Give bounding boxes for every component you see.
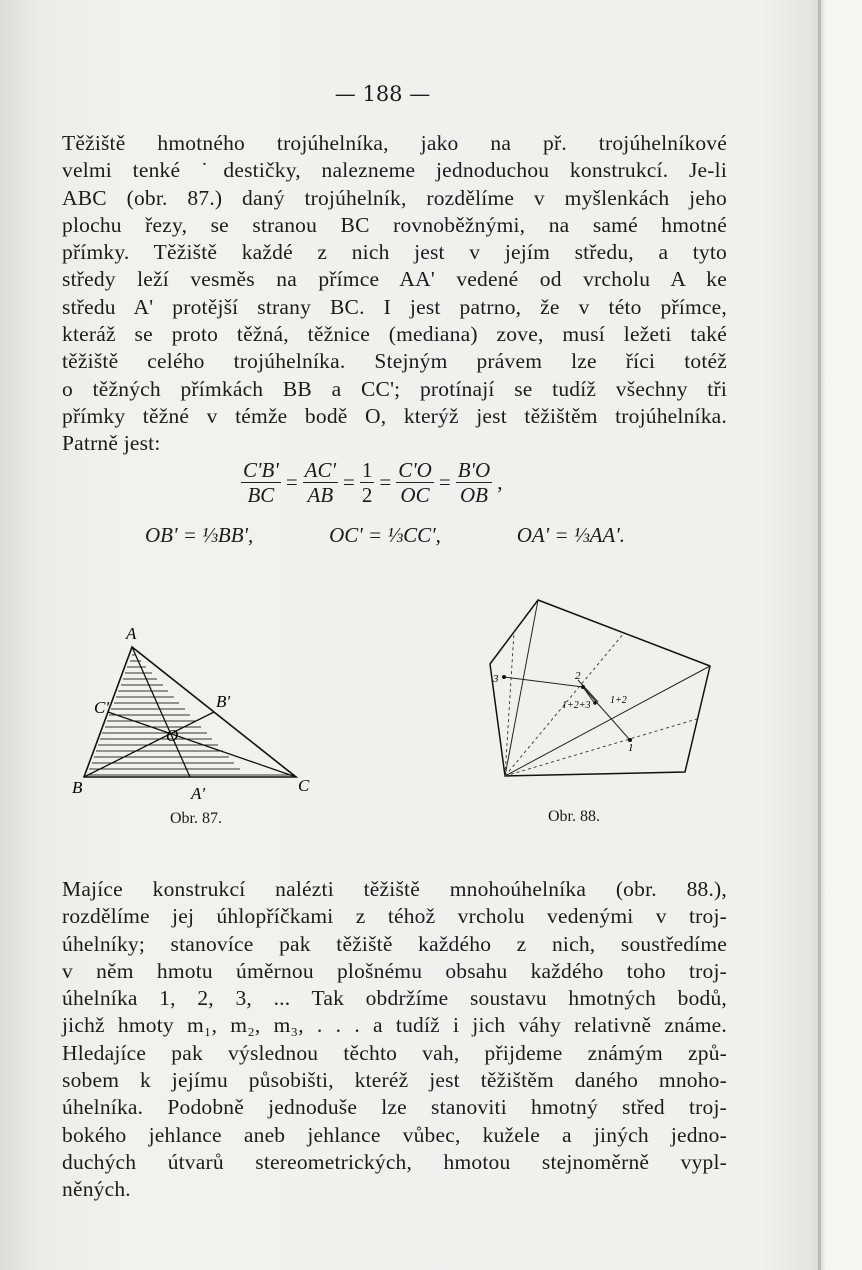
denominator: OC	[400, 483, 430, 507]
formula-ob: OB' = ⅓BB',	[145, 523, 254, 547]
label-2: 2	[575, 670, 581, 682]
text-line: úhelníky; stanovíce pak těžiště každého z nich, soustředíme	[62, 931, 727, 956]
text-line: těžiště celého trojúhelníka. Stejným právem lze říci totéž	[62, 349, 727, 374]
label-c: C	[298, 776, 310, 795]
equals-sign: =	[285, 470, 298, 494]
label-3: 3	[493, 673, 499, 685]
label-c-prime: C'	[94, 698, 109, 717]
text-line: Hledajíce pak výslednou těchto vah, přijdeme známým způ-	[62, 1040, 727, 1065]
text-line: ABC (obr. 87.) daný trojúhelník, rozdělíme v myšlenkách jeho	[62, 185, 727, 210]
label-a: A	[126, 624, 137, 643]
text-line: středu A' protější strany BC. I jest patrno, že v této přímce,	[62, 294, 727, 319]
text-line: přímky. Těžiště každé z nich jest v jejím středu, a tyto	[62, 240, 727, 265]
numerator: 1	[361, 458, 373, 482]
page-edge	[818, 0, 821, 1270]
centroid-3	[502, 675, 506, 679]
medians	[505, 632, 697, 776]
text-line: velmi tenké ˙destičky, nalezneme jednoduchou konstrukcí. Je-li	[62, 158, 727, 183]
equals-sign: =	[379, 470, 392, 494]
text-line: úhelníka. Podobně jednoduše lze stanoviti hmotný střed troj-	[62, 1095, 727, 1120]
label-1-plus-2-plus-3: 1+2+3	[562, 700, 591, 711]
thirds-formulas	[145, 523, 625, 548]
text-line: jichž hmoty m₁, m₂, m₃, . . . a tudíž i jich váhy relativně známe.	[62, 1013, 727, 1038]
text-line: něných.	[62, 1177, 131, 1202]
figure-88-polygon	[460, 590, 720, 790]
fraction	[360, 458, 375, 507]
formula-oa: OA' = ⅓AA'.	[516, 523, 625, 547]
centroid-2	[581, 685, 585, 689]
fraction	[303, 458, 338, 507]
numerator: AC'	[304, 458, 336, 482]
text-line: o těžných přímkách BB a CC'; protínají se tudíž všechny tři	[62, 376, 727, 401]
text-line: středy leží vesměs na přímce AA' vedené od vrcholu A ke	[62, 267, 727, 292]
denominator: 2	[361, 483, 373, 507]
ratio-formula	[238, 458, 568, 507]
text-line: Majíce konstrukcí nalézti těžiště mnohoúhelníka (obr. 88.),	[62, 877, 727, 901]
equals-sign: =	[343, 470, 355, 494]
label-b: B	[72, 778, 83, 797]
centroid-1-2-3	[593, 701, 597, 705]
paragraph-triangle-centroid	[62, 130, 727, 458]
caption-figure-87: Obr. 87.	[170, 810, 222, 827]
text-line: rozdělíme jej úhlopříčkami z téhož vrcholu vedenými v troj-	[62, 904, 727, 929]
text-line: sobem k jejímu působišti, kteréž jest těžištěm daného mnoho-	[62, 1068, 727, 1093]
label-o: O	[166, 726, 179, 745]
numerator: B'O	[457, 458, 491, 482]
numerator: C'B'	[243, 458, 279, 482]
caption-figure-88: Obr. 88.	[548, 808, 600, 825]
text-line: plochu řezy, se stranou BC rovnoběžnými, na samé hmotné	[62, 212, 727, 237]
fraction	[241, 458, 281, 507]
text-line: kteráž se proto těžná, těžnice (mediana) zove, musí ležeti také	[62, 322, 727, 347]
figure-87-triangle	[70, 615, 330, 805]
text-line: duchých útvarů stereometrických, hmotou stejnoměrně vypl-	[62, 1149, 727, 1174]
fraction	[396, 458, 434, 507]
numerator: C'O	[398, 458, 432, 482]
polygon	[490, 600, 710, 776]
denominator: AB	[307, 483, 334, 507]
label-1-plus-2: 1+2	[610, 695, 627, 706]
equals-sign: =	[438, 470, 451, 494]
text-line: v něm hmotu úměrnou plošnému obsahu každého toho troj-	[62, 958, 727, 983]
label-a-prime: A'	[191, 784, 206, 803]
text-line: bokého jehlance aneb jehlance vůbec, kužele a jiných jedno-	[62, 1122, 727, 1147]
denominator: BC	[247, 483, 275, 507]
paragraph-polygon-centroid	[62, 876, 727, 1204]
comma: ,	[497, 470, 503, 494]
text-line: přímky těžné v témže bodě O, kterýž jest těžištěm trojúhelníka.	[62, 403, 727, 428]
text-line: Patrně jest:	[62, 431, 161, 456]
fraction	[456, 458, 492, 507]
label-1: 1	[628, 742, 634, 754]
page-number: — 188 —	[334, 82, 431, 106]
text-line: úhelníka 1, 2, 3, ... Tak obdržíme soustavu hmotných bodů,	[62, 986, 727, 1011]
text-line: Těžiště hmotného trojúhelníka, jako na př. trojúhelníkové	[62, 131, 727, 155]
denominator: OB	[459, 483, 488, 507]
label-b-prime: B'	[216, 692, 231, 711]
formula-oc: OC' = ⅓CC',	[329, 523, 441, 547]
